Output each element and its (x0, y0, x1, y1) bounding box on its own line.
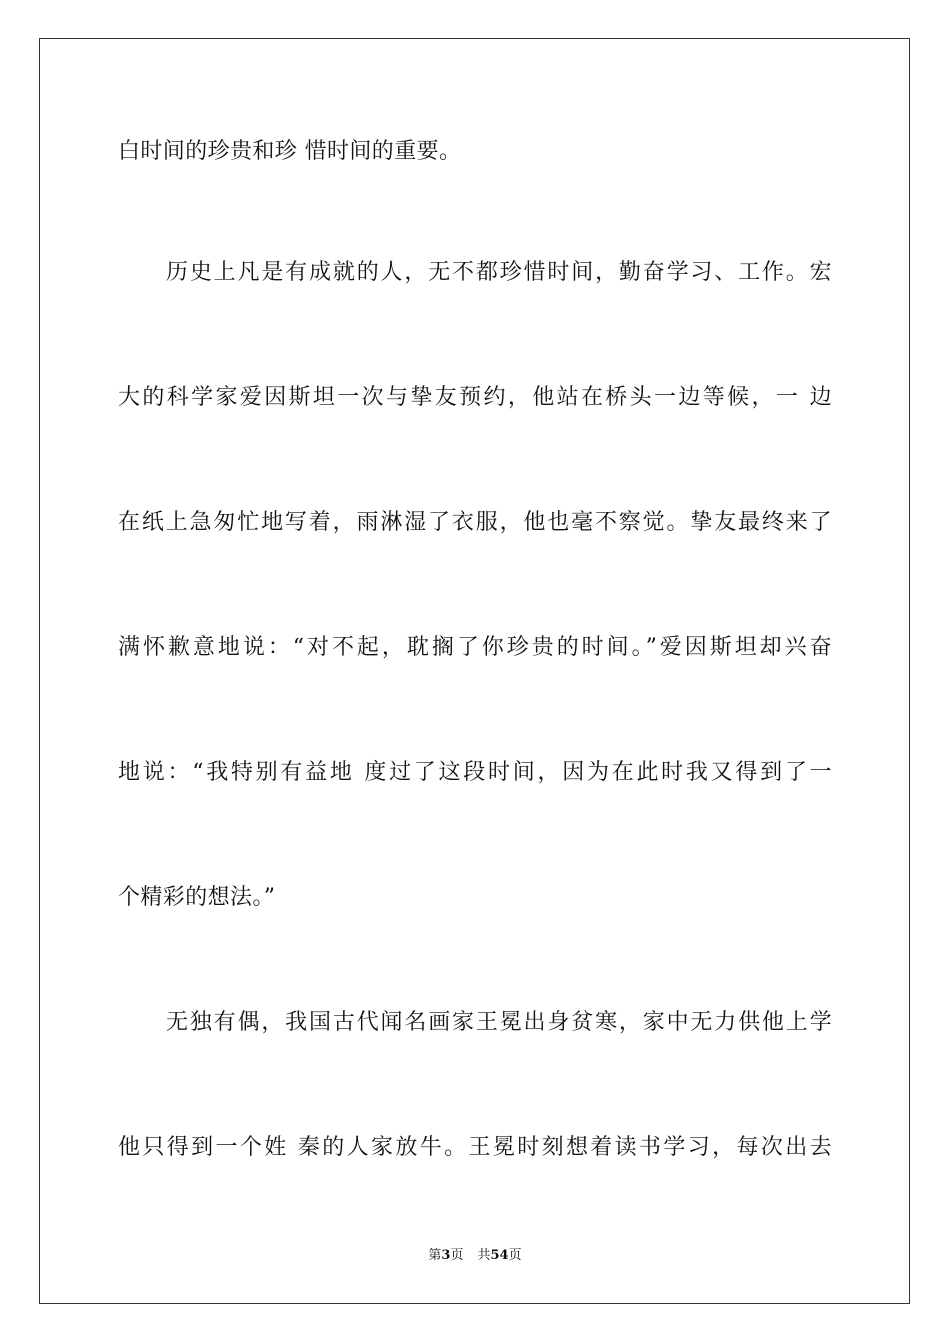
footer-page-prefix: 第 (428, 1248, 442, 1263)
footer-page-number: 3 (441, 1248, 451, 1263)
text-line-6: 地说：“我特别有益地 度过了这段时间，因为在此时我又得到了一 (118, 760, 832, 785)
page-footer (0, 1247, 950, 1265)
footer-total-prefix: 共 (477, 1248, 491, 1263)
text-line-5: 满怀歉意地说：“对不起，耽搁了你珍贵的时间。”爱因斯坦却兴奋 (118, 635, 832, 660)
footer-page-suffix: 页 (450, 1248, 464, 1263)
footer-total-suffix: 页 (508, 1248, 522, 1263)
page-border (39, 38, 910, 1304)
footer-total-pages: 54 (490, 1248, 509, 1263)
text-line-2: 历史上凡是有成就的人，无不都珍惜时间，勤奋学习、工作。宏 (166, 260, 832, 285)
text-line-8: 无独有偶，我国古代闻名画家王冕出身贫寒，家中无力供他上学 (166, 1010, 832, 1035)
text-line-9: 他只得到一个姓 秦的人家放牛。王冕时刻想着读书学习，每次出去 (118, 1135, 832, 1160)
text-line-7: 个精彩的想法。” (118, 885, 276, 910)
text-line-4: 在纸上急匆忙地写着，雨淋湿了衣服，他也毫不察觉。挚友最终来了 (118, 510, 832, 535)
text-line-1: 白时间的珍贵和珍 惜时间的重要。 (118, 139, 462, 164)
text-line-3: 大的科学家爱因斯坦一次与挚友预约，他站在桥头一边等候，一 边 (118, 385, 832, 410)
